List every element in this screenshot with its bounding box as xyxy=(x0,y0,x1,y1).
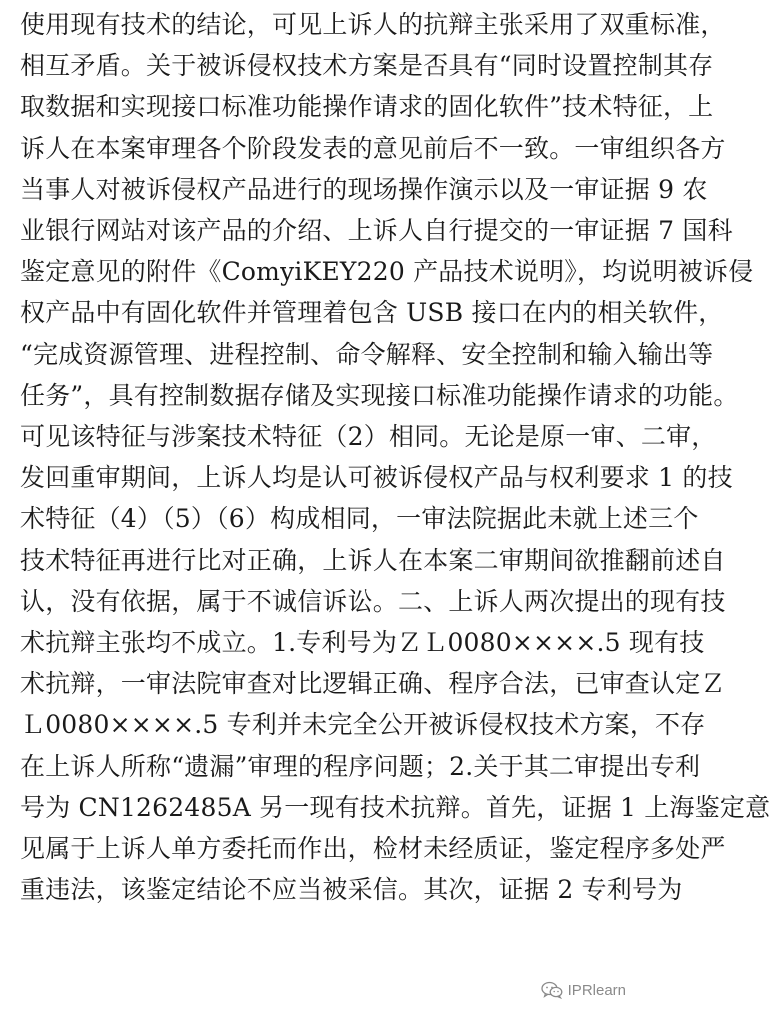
text-line: 重违法，该鉴定结论不应当被采信。其次，证据 2 专利号为 xyxy=(20,875,683,905)
text-line: “完成资源管理、进程控制、命令解释、安全控制和输入输出等 xyxy=(20,339,714,369)
text-line: 发回重审期间，上诉人均是认可被诉侵权产品与权利要求 1 的技 xyxy=(20,463,733,493)
text-line: 可见该特征与涉案技术特征（2）相同。无论是原一审、二审， xyxy=(20,422,717,452)
text-line: Ｌ0080××××.5 专利并未完全公开被诉侵权技术方案，不存 xyxy=(20,710,706,740)
text-line: 见属于上诉人单方委托而作出，检材未经质证，鉴定程序多处严 xyxy=(20,834,726,864)
text-line: 术抗辩主张均不成立。1.专利号为ＺＬ0080××××.5 现有技 xyxy=(20,628,705,658)
text-line: 术抗辩，一审法院审查对比逻辑正确、程序合法，已审查认定Ｚ xyxy=(20,669,726,699)
text-line: 业银行网站对该产品的介绍、上诉人自行提交的一审证据 7 国科 xyxy=(20,216,733,246)
document-body xyxy=(20,4,770,910)
text-line: 诉人在本案审理各个阶段发表的意见前后不一致。一审组织各方 xyxy=(20,133,726,163)
wechat-icon xyxy=(541,981,563,999)
watermark xyxy=(541,981,626,999)
watermark-label: IPRlearn xyxy=(567,981,626,999)
text-line: 技术特征再进行比对正确，上诉人在本案二审期间欲推翻前述自 xyxy=(20,545,726,575)
text-line: 术特征（4）（5）（6）构成相同，一审法院据此未就上述三个 xyxy=(20,504,699,534)
text-line: 使用现有技术的结论，可见上诉人的抗辩主张采用了双重标准， xyxy=(20,10,726,39)
text-line: 当事人对被诉侵权产品进行的现场操作演示以及一审证据 9 农 xyxy=(20,174,708,204)
text-line: 号为 CN1262485A 另一现有技术抗辩。首先，证据 1 上海鉴定意 xyxy=(20,792,770,822)
text-line: 取数据和实现接口标准功能操作请求的固化软件”技术特征，上 xyxy=(20,92,714,122)
text-line: 权产品中有固化软件并管理着包含 USB 接口在内的相关软件， xyxy=(20,298,724,328)
text-line: 鉴定意见的附件《ComyiKEY220 产品技术说明》，均说明被诉侵 xyxy=(20,257,754,287)
text-line: 在上诉人所称“遗漏”审理的程序问题；2.关于其二审提出专利 xyxy=(20,751,701,781)
text-line: 认，没有依据，属于不诚信诉讼。二、上诉人两次提出的现有技 xyxy=(20,586,726,616)
text-line: 任务”，具有控制数据存储及实现接口标准功能操作请求的功能。 xyxy=(20,380,739,410)
text-line: 相互矛盾。关于被诉侵权技术方案是否具有“同时设置控制其存 xyxy=(20,51,714,81)
